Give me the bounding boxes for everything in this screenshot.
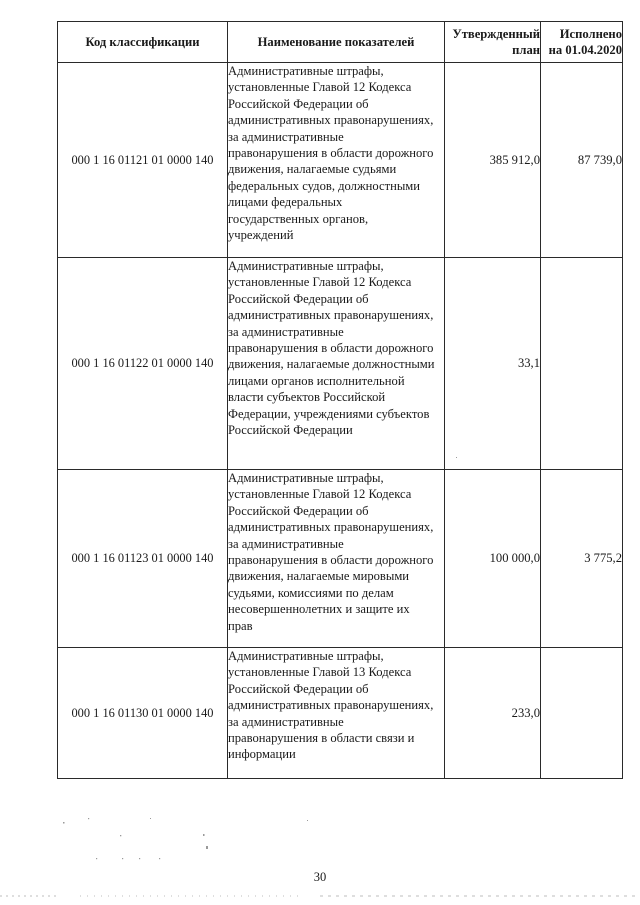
header-name: [228, 22, 445, 63]
name-line: за административные: [228, 714, 344, 729]
row-name: [228, 258, 445, 470]
name-line: за административные: [228, 129, 344, 144]
row-plan-value: 385 912,0: [445, 63, 541, 258]
name-line: Федерации, учреждениями субъектов: [228, 406, 430, 421]
name-line: Российской Федерации об: [228, 681, 369, 696]
row-code: 000 1 16 01121 01 0000 140: [58, 63, 228, 258]
name-line: за административные: [228, 324, 344, 339]
name-line: движения, налагаемые должностными: [228, 357, 435, 372]
name-line: Российской Федерации об: [228, 291, 369, 306]
name-line: установленные Главой 12 Кодекса: [228, 80, 412, 95]
row-done-value: [541, 258, 623, 470]
name-line: федеральных судов, должностными: [228, 178, 421, 193]
row-done-value: 3 775,2: [541, 470, 623, 648]
name-line: Административные штрафы,: [228, 649, 384, 663]
name-line: правонарушения в области дорожного: [228, 553, 434, 568]
name-line: лицами федеральных: [228, 195, 343, 210]
name-line: лицами органов исполнительной: [228, 373, 405, 388]
name-line: Российской Федерации: [228, 423, 353, 438]
row-plan-value: 100 000,0: [445, 470, 541, 648]
table-row: [58, 648, 623, 779]
name-line: движения, налагаемые судьями: [228, 162, 397, 177]
row-code: 000 1 16 01122 01 0000 140: [58, 258, 228, 470]
name-line: установленные Главой 13 Кодекса: [228, 665, 412, 680]
table-header-row: [58, 22, 623, 63]
budget-table: [57, 21, 623, 779]
header-plan: [445, 22, 541, 63]
name-line: Административные штрафы,: [228, 259, 384, 273]
name-line: правонарушения в области дорожного: [228, 341, 434, 356]
name-line: административных правонарушениях,: [228, 113, 434, 128]
name-line: власти субъектов Российской: [228, 390, 386, 405]
table-row: [58, 63, 623, 258]
name-line: установленные Главой 12 Кодекса: [228, 487, 412, 502]
table-row: [58, 470, 623, 648]
name-line: судьями, комиссиями по делам: [228, 585, 394, 600]
name-line: правонарушения в области дорожного: [228, 146, 434, 161]
name-line: Российской Федерации об: [228, 96, 369, 111]
header-done: [541, 22, 623, 63]
name-line: административных правонарушениях,: [228, 520, 434, 535]
name-line: Административные штрафы,: [228, 64, 384, 78]
name-line: информации: [228, 747, 296, 762]
name-line: правонарушения в области связи и: [228, 731, 415, 746]
name-line: Административные штрафы,: [228, 471, 384, 485]
row-name: [228, 63, 445, 258]
header-done-line1: Исполнено: [559, 27, 622, 41]
header-plan-line2: план: [512, 43, 540, 57]
row-plan-value: 233,0: [445, 648, 541, 779]
header-code: [58, 22, 228, 63]
name-line: государственных органов,: [228, 211, 369, 226]
name-line: движения, налагаемые мировыми: [228, 569, 410, 584]
name-line: установленные Главой 12 Кодекса: [228, 275, 412, 290]
header-done-line2: на 01.04.2020: [548, 43, 622, 57]
name-line: административных правонарушениях,: [228, 698, 434, 713]
name-line: за административные: [228, 536, 344, 551]
page-number: 30: [313, 870, 327, 884]
row-done-value: 87 739,0: [541, 63, 623, 258]
row-code: 000 1 16 01130 01 0000 140: [58, 648, 228, 779]
name-line: учреждений: [228, 228, 294, 243]
header-code-text: Код классификации: [85, 35, 200, 49]
name-line: несовершеннолетних и защите их: [228, 602, 410, 617]
name-line: административных правонарушениях,: [228, 308, 434, 323]
row-code: 000 1 16 01123 01 0000 140: [58, 470, 228, 648]
row-plan-value: 33,1: [445, 258, 541, 470]
table-row: [58, 258, 623, 470]
header-plan-line1: Утвержденный: [452, 27, 540, 41]
row-done-value: [541, 648, 623, 779]
row-name: [228, 470, 445, 648]
name-line: Российской Федерации об: [228, 503, 369, 518]
name-line: прав: [228, 618, 253, 633]
row-name: [228, 648, 445, 779]
header-name-text: Наименование показателей: [257, 35, 415, 49]
